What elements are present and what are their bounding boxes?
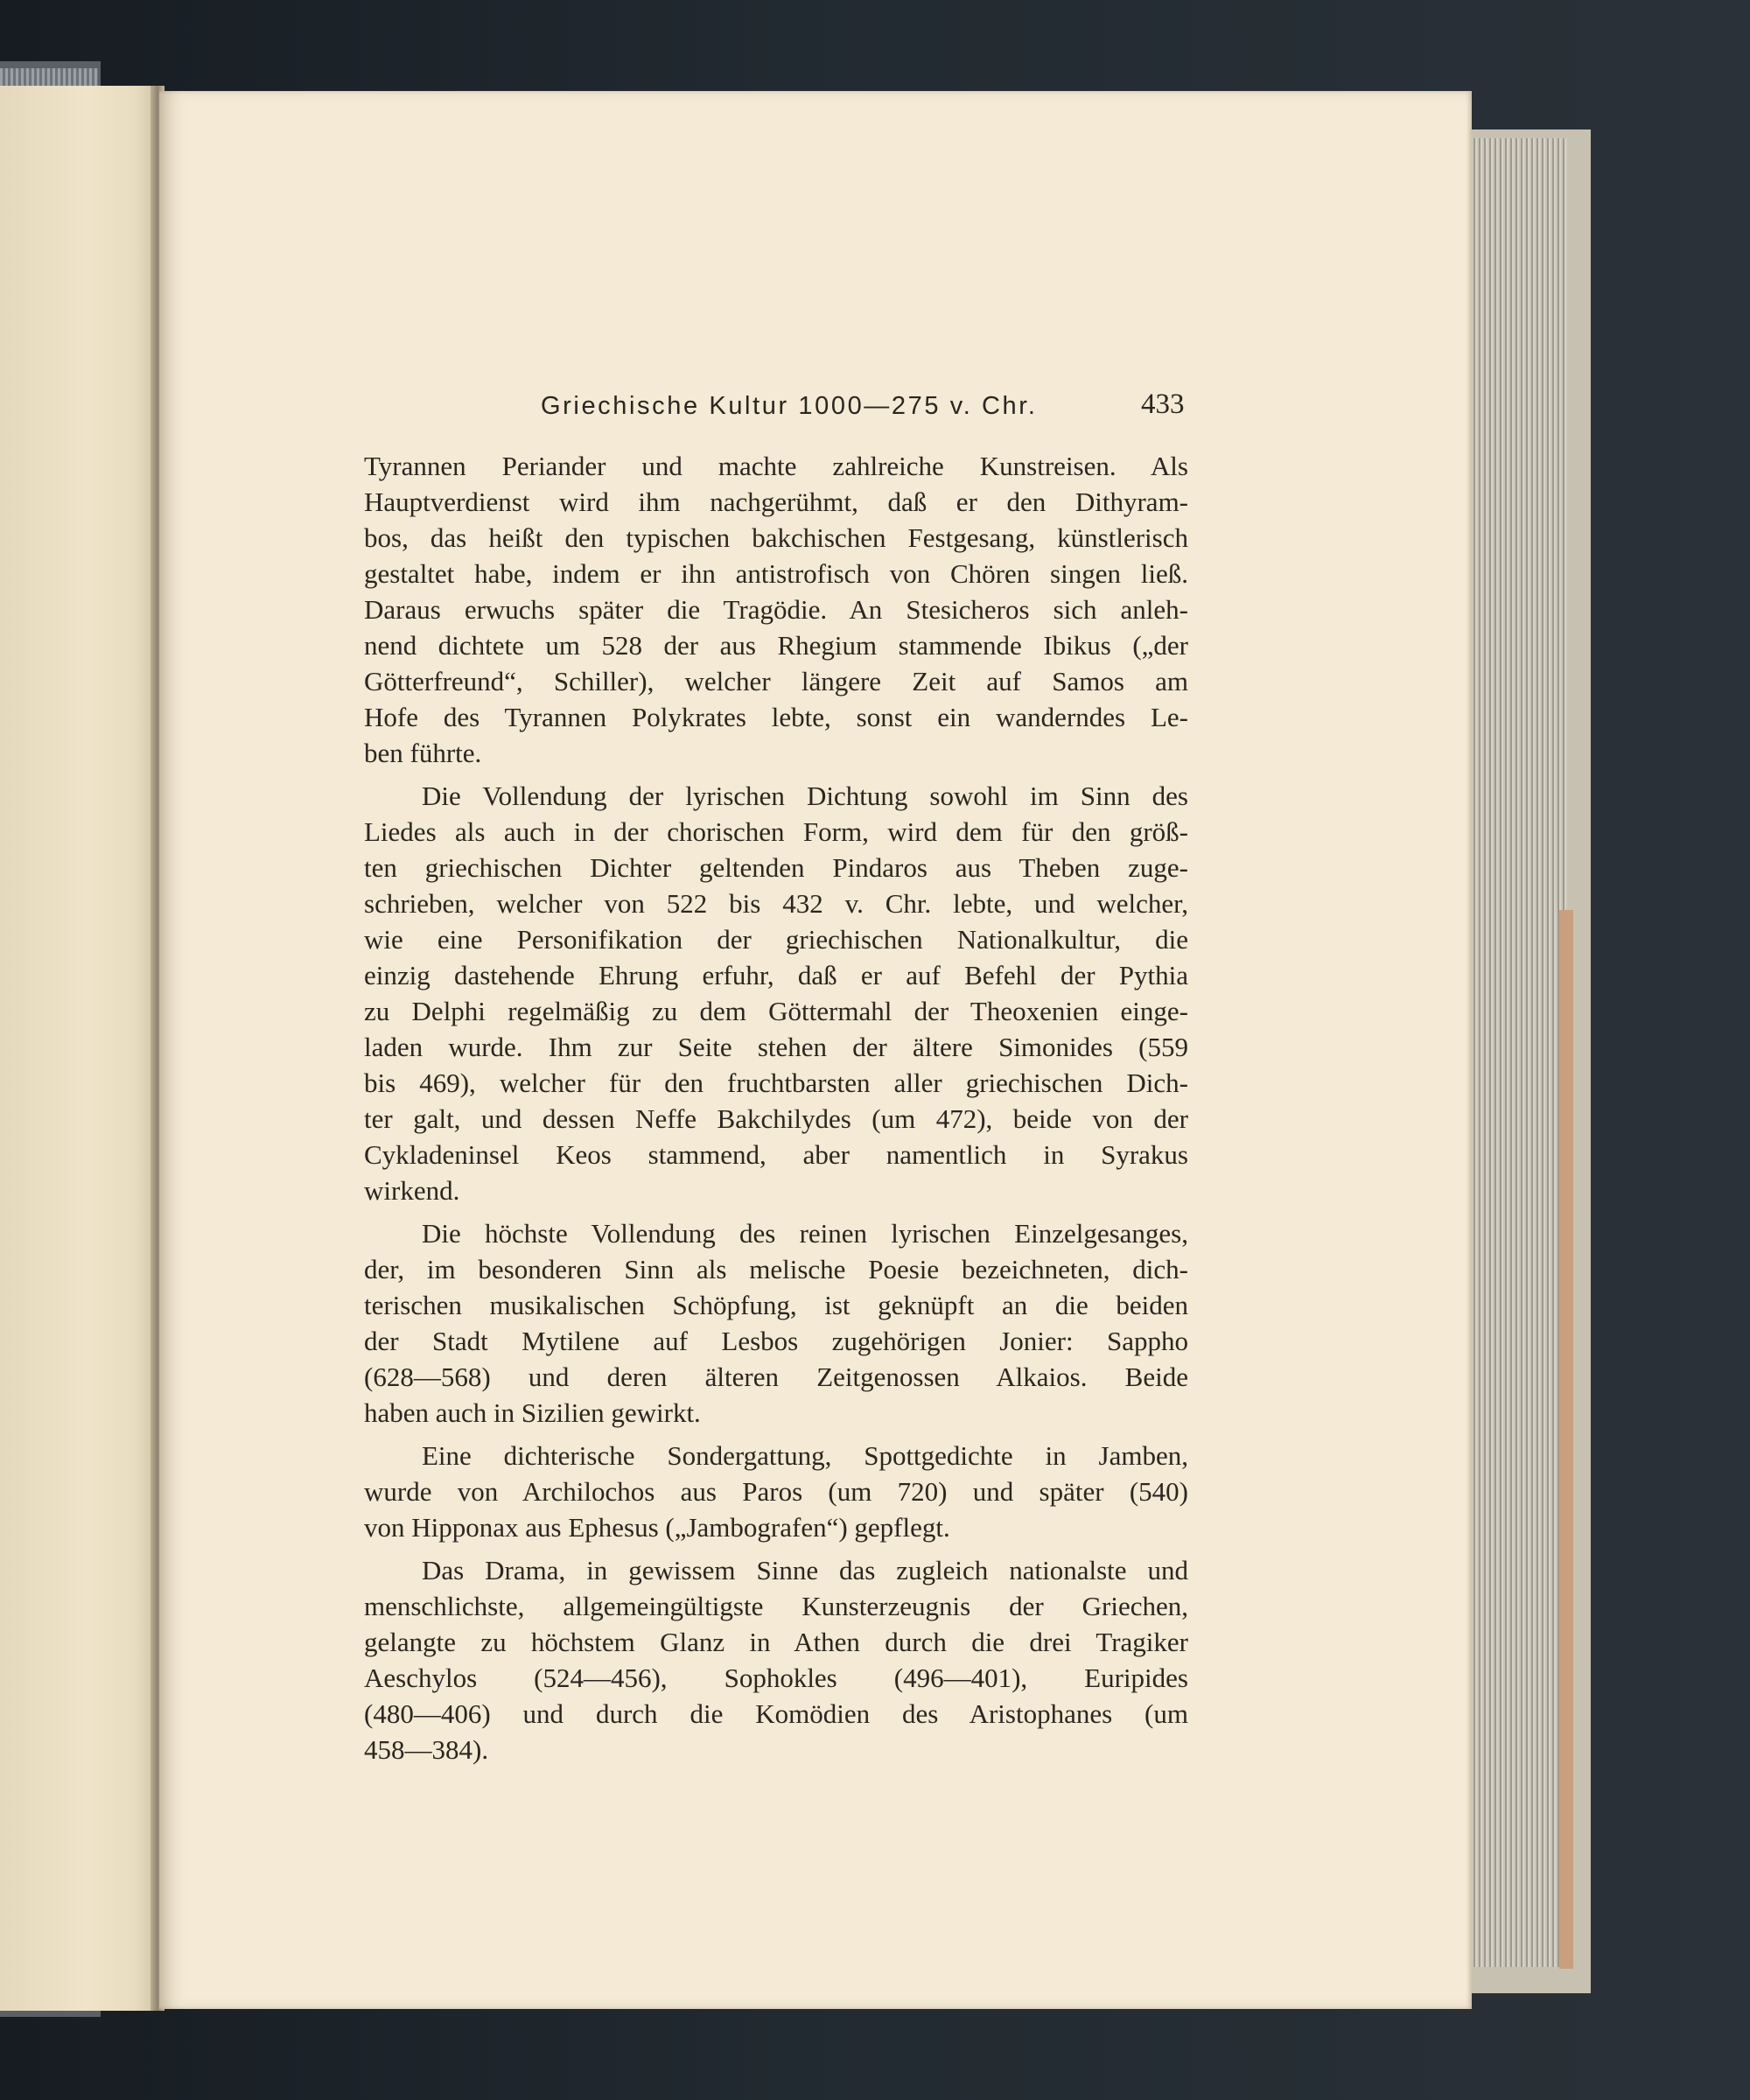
paragraph-5 — [364, 1552, 1188, 1768]
text-line: Cykladeninsel Keos stammend, aber namentlich in Syrakus — [364, 1139, 1188, 1170]
text-line: Hauptverdienst wird ihm nachgerühmt, daß er den Dithyram- — [364, 486, 1188, 517]
text-line: Liedes als auch in der chorischen Form, wird dem für den größ- — [364, 816, 1188, 847]
page-edge-marker — [1559, 910, 1573, 1969]
text-line: Hofe des Tyrannen Polykrates lebte, sonst ein wanderndes Le- — [364, 702, 1188, 732]
text-line: von Hipponax aus Ephesus („Jambografen“) gepflegt. — [364, 1512, 950, 1543]
running-head — [159, 388, 1472, 432]
text-line: Die höchste Vollendung des reinen lyrischen Einzelgesanges, — [422, 1218, 1188, 1249]
stacked-page-edges — [1472, 138, 1568, 1967]
text-line: 458—384). — [364, 1734, 489, 1765]
text-line: gestaltet habe, indem er ihn antistrofisch von Chören singen ließ. — [364, 558, 1188, 589]
text-line: bos, das heißt den typischen bakchischen Festgesang, künstlerisch — [364, 522, 1188, 553]
text-line: der Stadt Mytilene auf Lesbos zugehörigen Jonier: Sappho — [364, 1326, 1188, 1356]
text-line: laden wurde. Ihm zur Seite stehen der ältere Simonides (559 — [364, 1032, 1188, 1062]
text-line: ten griechischen Dichter geltenden Pindaros aus Theben zuge- — [364, 852, 1188, 883]
text-line: der, im besonderen Sinn als melische Poesie bezeichneten, dich- — [364, 1254, 1188, 1284]
text-line: zu Delphi regelmäßig zu dem Göttermahl der Theoxenien einge- — [364, 996, 1188, 1026]
text-line: bis 469), welcher für den fruchtbarsten aller griechischen Dich- — [364, 1068, 1188, 1098]
text-line: wie eine Personifikation der griechischen Nationalkultur, die — [364, 924, 1188, 955]
text-line: ben führte. — [364, 738, 482, 768]
text-line: einzig dastehende Ehrung erfuhr, daß er auf Befehl der Pythia — [364, 960, 1188, 990]
left-cover-spine-band — [0, 68, 98, 88]
text-line: (628—568) und deren älteren Zeitgenossen Alkaios. Beide — [364, 1362, 1188, 1392]
text-line: terischen musikalischen Schöpfung, ist geknüpft an die beiden — [364, 1290, 1188, 1320]
text-line: Daraus erwuchs später die Tragödie. An Stesicheros sich anleh- — [364, 594, 1188, 625]
text-line: Aeschylos (524—456), Sophokles (496—401), Euripides — [364, 1662, 1188, 1693]
body-text — [364, 448, 1188, 1768]
running-title: Griechische Kultur 1000—275 v. Chr. — [541, 392, 1038, 420]
text-line: ter galt, und dessen Neffe Bakchilydes (um 472), beide von der — [364, 1103, 1188, 1134]
text-line: schrieben, welcher von 522 bis 432 v. Chr. lebte, und welcher, — [364, 888, 1188, 919]
text-line: Götterfreund“, Schiller), welcher längere Zeit auf Samos am — [364, 666, 1188, 696]
text-line: nend dichtete um 528 der aus Rhegium stammende Ibikus („der — [364, 630, 1188, 661]
text-line: wirkend. — [364, 1175, 460, 1206]
text-line: Die Vollendung der lyrischen Dichtung sowohl im Sinn des — [422, 780, 1188, 811]
book-page — [159, 91, 1472, 2009]
text-line: haben auch in Sizilien gewirkt. — [364, 1397, 701, 1428]
paragraph-2 — [364, 778, 1188, 1208]
paragraph-3 — [364, 1215, 1188, 1431]
left-page-edge — [0, 86, 159, 2011]
text-line: Tyrannen Periander und machte zahlreiche Kunstreisen. Als — [364, 451, 1188, 481]
text-line: (480—406) und durch die Komödien des Aristophanes (um — [364, 1698, 1188, 1729]
paragraph-1 — [364, 448, 1188, 771]
text-line: Eine dichterische Sondergattung, Spottgedichte in Jamben, — [422, 1440, 1188, 1471]
page-number: 433 — [1141, 388, 1185, 420]
text-line: gelangte zu höchstem Glanz in Athen durch die drei Tragiker — [364, 1627, 1188, 1657]
text-line: Das Drama, in gewissem Sinne das zugleich nationalste und — [422, 1555, 1188, 1586]
text-line: menschlichste, allgemeingültigste Kunsterzeugnis der Griechen, — [364, 1591, 1188, 1621]
paragraph-4 — [364, 1438, 1188, 1545]
text-line: wurde von Archilochos aus Paros (um 720) und später (540) — [364, 1476, 1188, 1507]
